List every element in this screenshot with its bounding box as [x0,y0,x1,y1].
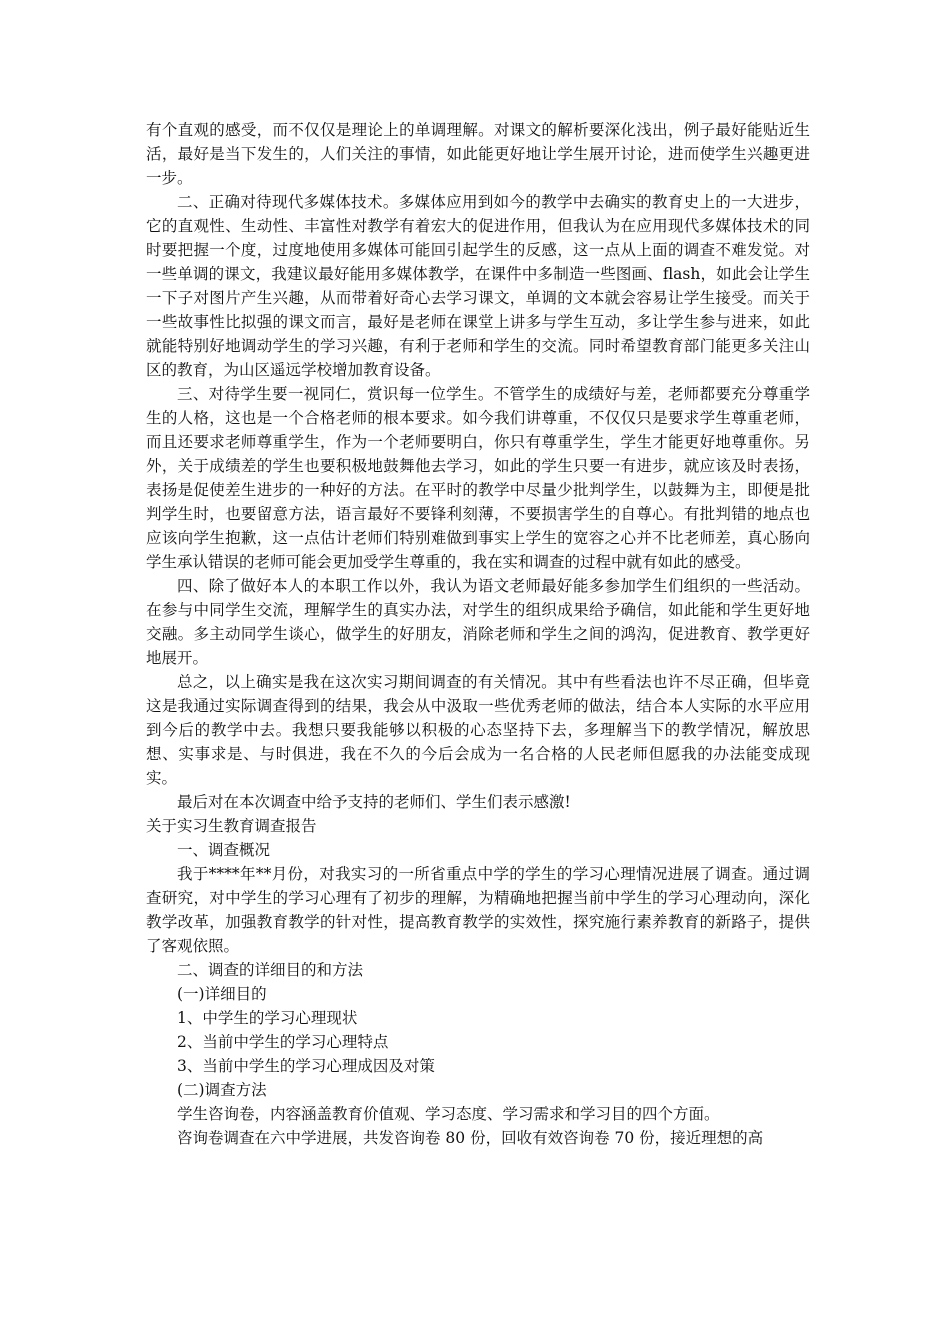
heading-purpose: (一)详细目的 [177,985,267,1003]
paragraph-continuation: 有个直观的感受，而不仅仅是理论上的单调理解。对课文的解析要深化浅出，例子最好能贴近生活，最好是当下发生的，人们关注的事情，如此能更好地让学生展开讨论，进而使学生兴趣更进一步。 [146,121,810,187]
list-item-2: 2、当前中学生的学习心理特点 [177,1033,389,1051]
paragraph-respect-students: 三、对待学生要一视同仁，赏识每一位学生。不管学生的成绩好与差，老师都要充分尊重学生的人格，这也是一个合格老师的根本要求。如今我们讲尊重，不仅仅只是要求学生尊重老师，而且还要求老师尊重学生，作为一个老师要明白，你只有尊重学生，学生才能更好地尊重你。另外，关于成绩差的学生也要积极地鼓舞他去学习，如此的学生只要一有进步，就应该及时表扬，表扬是促使差生进步的一种好的方法。在平时的教学中尽量少批判学生，以鼓舞为主，即便是批判学生时，也要留意方法，语言最好不要锋利刻薄，不要损害学生的自尊心。有批判错的地点也应该向学生抱歉，这一点估计老师们特别难做到事实上学生的宽容之心并不比老师差，真心肠向学生承认错误的老师可能会更加受学生尊重的，我在实和调查的过程中就有如此的感受。 [146,385,810,571]
list-item-3: 3、当前中学生的学习心理成因及对策 [177,1057,435,1075]
paragraph-student-activities: 四、除了做好本人的本职工作以外，我认为语文老师最好能多参加学生们组织的一些活动。在参与中同学生交流，理解学生的真实办法，对学生的组织成果给予确信，如此能和学生更好地交融。多主动同学生谈心，做学生的好朋友，消除老师和学生之间的鸿沟，促进教育、教学更好地展开。 [146,577,810,667]
paragraph-questionnaire: 学生咨询卷，内容涵盖教育价值观、学习态度、学习需求和学习目的四个方面。 [177,1105,720,1123]
report-title: 关于实习生教育调查报告 [146,817,317,835]
heading-overview: 一、调查概况 [177,841,271,859]
list-item-1: 1、中学生的学习心理现状 [177,1009,358,1027]
paragraph-thanks: 最后对在本次调查中给予支持的老师们、学生们表示感激! [177,793,571,811]
document-page [146,118,810,1150]
paragraph-last-line: 咨询卷调查在六中学进展，共发咨询卷 80 份，回收有效咨询卷 70 份，接近理想的高 [177,1129,764,1147]
heading-purpose-method: 二、调查的详细目的和方法 [177,961,364,979]
paragraph-summary: 总之，以上确实是我在这次实习期间调查的有关情况。其中有些看法也许不尽正确，但毕竟这是我通过实际调查得到的结果，我会从中汲取一些优秀老师的做法，结合本人实际的水平应用到今后的教学中去。我想只要我能够以积极的心态坚持下去，多理解当下的教学情况，解放思想、实事求是、与时俱进，我在不久的今后会成为一名合格的人民老师但愿我的办法能变成现实。 [146,673,810,787]
heading-method: (二)调查方法 [177,1081,267,1099]
paragraph-multimedia: 二、正确对待现代多媒体技术。多媒体应用到如今的教学中去确实的教育史上的一大进步，它的直观性、生动性、丰富性对教学有着宏大的促进作用，但我认为在应用现代多媒体技术的同时要把握一个度，过度地使用多媒体可能回引起学生的反感，这一点从上面的调查不难发觉。对一些单调的课文，我建议最好能用多媒体教学，在课件中多制造一些图画、flash，如此会让学生一下子对图片产生兴趣，从而带着好奇心去学习课文，单调的文本就会容易让学生接受。而关于一些故事性比拟强的课文而言，最好是老师在课堂上讲多与学生互动，多让学生参与进来，如此就能特别好地调动学生的学习兴趣，有利于老师和学生的交流。同时希望教育部门能更多关注山区的教育，为山区遥远学校增加教育设备。 [146,193,810,379]
paragraph-overview: 我于****年**月份，对我实习的一所省重点中学的学生的学习心理情况进展了调查。通过调查研究，对中学生的学习心理有了初步的理解，为精确地把握当前中学生的学习心理动向，深化教学改革，加强教育教学的针对性，提高教育教学的实效性，探究施行素养教育的新路子，提供了客观依照。 [146,865,810,955]
